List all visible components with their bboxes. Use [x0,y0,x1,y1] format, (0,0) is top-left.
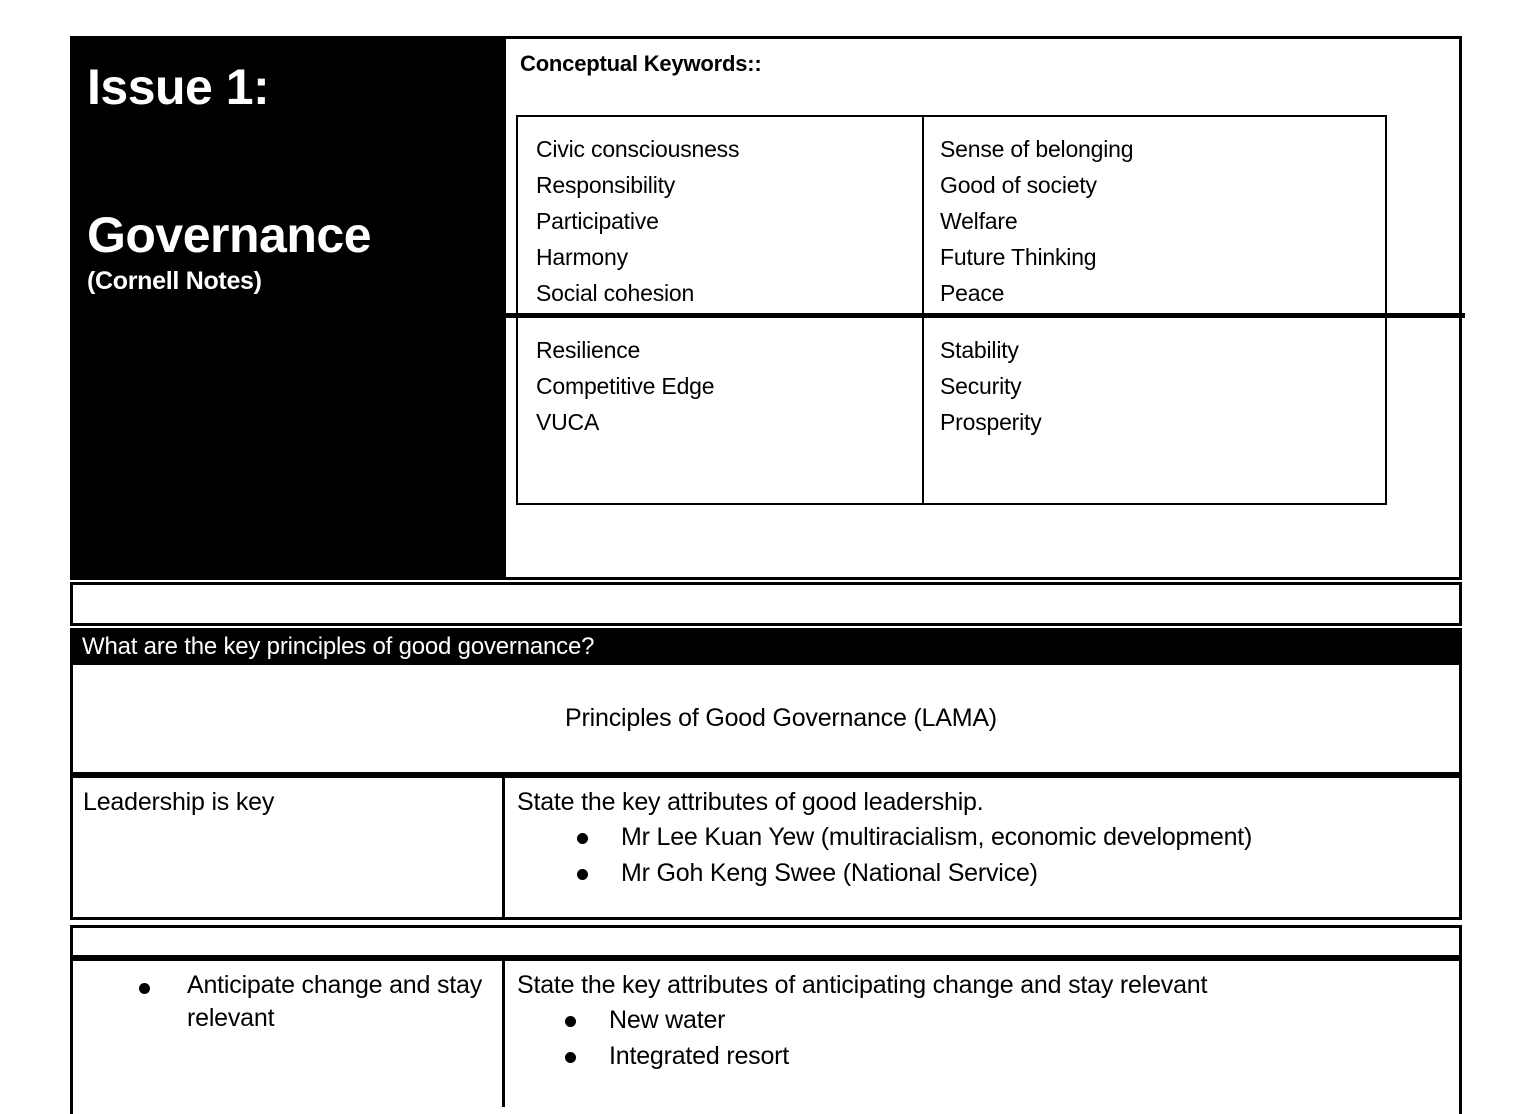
title-subtitle: (Cornell Notes) [87,267,262,295]
note-row-prompt: State the key attributes of good leadership. [517,788,984,816]
section-rule [73,313,1465,318]
keyword-item: Prosperity [940,409,1042,435]
note-row-right-cell [505,961,1459,1107]
keyword-item: Harmony [536,244,628,270]
truncated-next-row [70,1107,1462,1114]
note-row-left-cell [73,778,505,917]
keyword-item: Welfare [940,208,1018,234]
conceptual-keywords-heading: Conceptual Keywords:: [520,51,762,76]
keyword-item: Peace [940,280,1005,306]
keyword-item: Social cohesion [536,280,695,306]
header-section [70,36,1462,580]
note-row-prompt: State the key attributes of anticipating change and stay relevant [517,971,1208,999]
keyword-column-left [536,131,739,311]
note-row-bullet-list [517,819,1451,891]
keyword-column-divider [922,117,924,316]
keyword-item: Participative [536,208,659,234]
list-item: Mr Goh Keng Swee (National Service) [577,855,1451,891]
keyword-item: Stability [940,337,1019,363]
cue-question-text: What are the key principles of good governance? [82,632,595,660]
note-row-left-cell [73,961,505,1107]
principles-heading-row [70,665,1462,775]
keyword-column-right [940,131,1133,311]
keyword-item: Good of society [940,172,1097,198]
note-row-label: Leadership is key [83,788,275,816]
note-row-anticipate-change [70,958,1462,1110]
keyword-item: Future Thinking [940,244,1097,270]
keyword-item: Resilience [536,337,641,363]
cue-question-bar [70,628,1462,665]
keyword-column-divider [922,318,924,503]
title-block [73,39,506,577]
keyword-item: Responsibility [536,172,676,198]
note-row-bullet-list [517,1002,1451,1074]
keyword-item: Civic consciousness [536,136,740,162]
note-row-label: Anticipate change and stay relevant [187,971,483,1032]
keyword-item: Competitive Edge [536,373,715,399]
list-item: Mr Lee Kuan Yew (multiracialism, economic development) [577,819,1451,855]
keyword-box-primary [516,115,1387,318]
issue-title: Issue 1: [87,59,270,115]
keyword-item: Sense of belonging [940,136,1134,162]
list-item: New water [565,1002,1451,1038]
keyword-box-secondary [516,316,1387,505]
note-row-leadership [70,775,1462,920]
principles-heading-text: Principles of Good Governance (LAMA) [565,704,997,732]
topic-title: Governance [87,206,372,263]
note-row-right-cell [505,778,1459,917]
spacer-row [70,925,1462,958]
keyword-column-left [536,332,714,440]
conceptual-keywords-area [506,39,1459,577]
note-row-label-bullet [83,969,494,1035]
keyword-column-right [940,332,1042,440]
keyword-item: Security [940,373,1022,399]
list-item: Integrated resort [565,1038,1451,1074]
spacer-row [70,582,1462,626]
keyword-item: VUCA [536,409,600,435]
